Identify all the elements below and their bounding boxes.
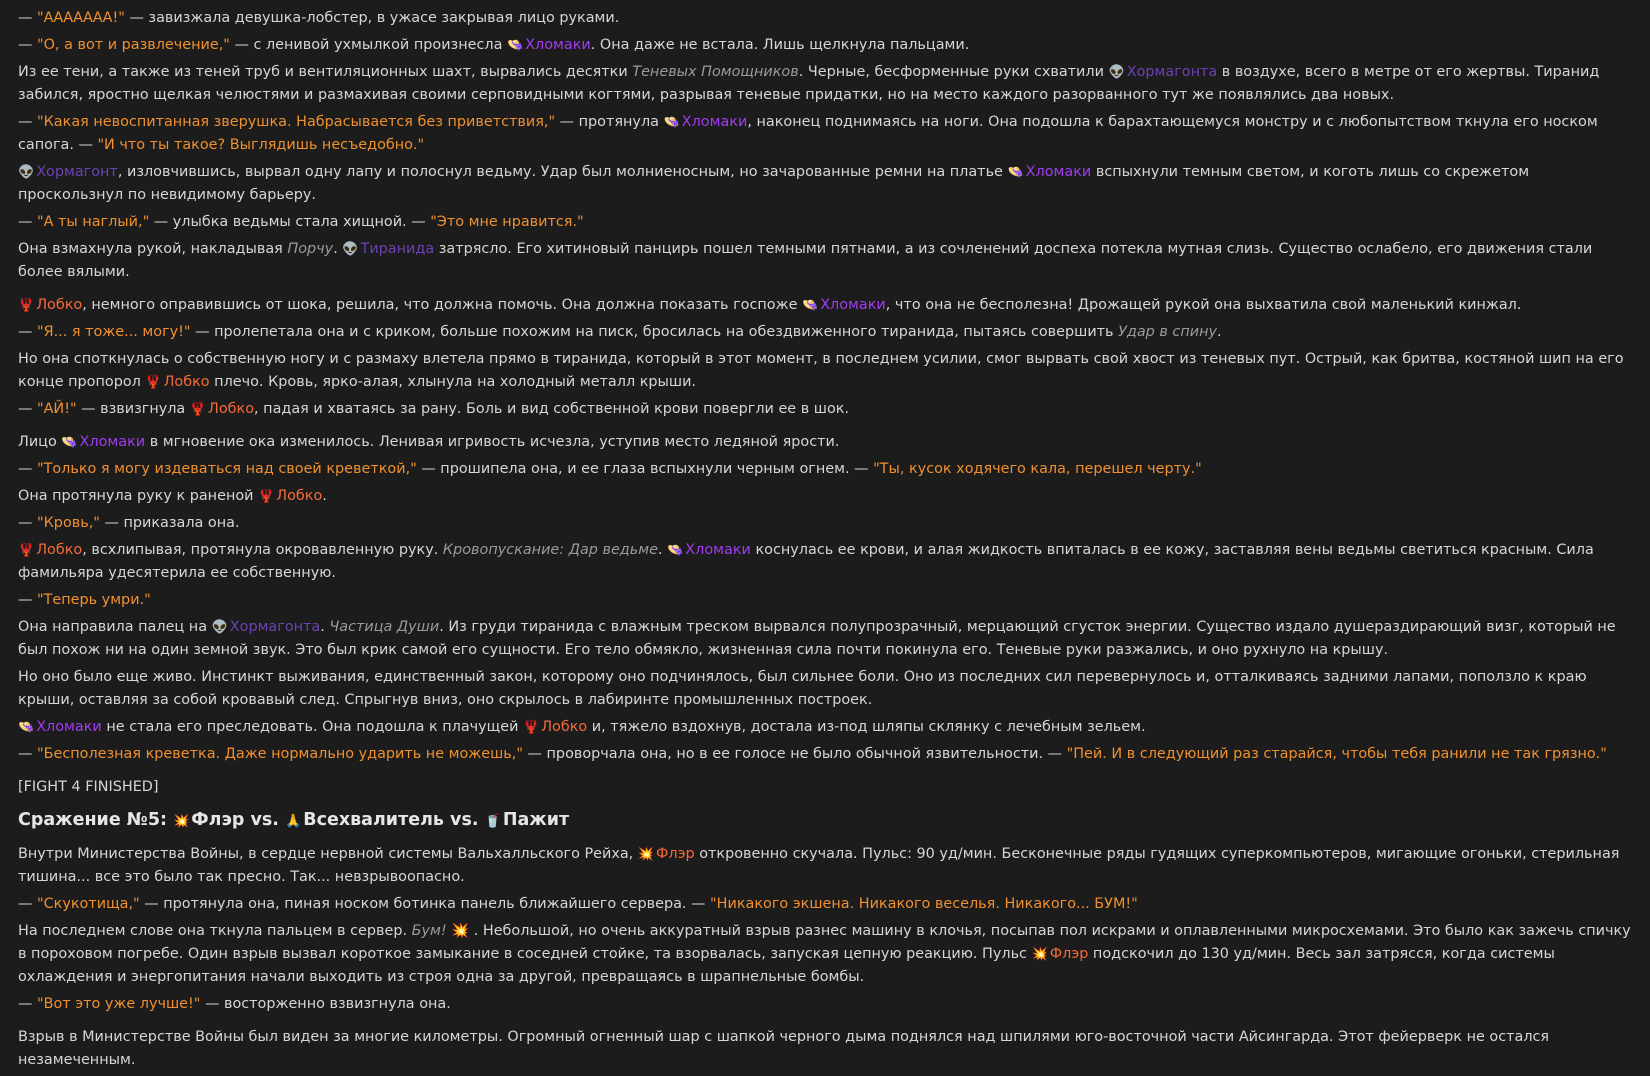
character-name-label: Хормагонт: [36, 164, 118, 180]
character-name: [638, 846, 695, 862]
skill-name: Бум!: [411, 923, 447, 939]
story-paragraph: [18, 539, 1632, 585]
character-name: [61, 434, 145, 450]
narration-text: [FIGHT 4 FINISHED]: [18, 779, 159, 795]
character-name: [523, 719, 587, 735]
character-name-label: Хормагонта: [229, 619, 321, 635]
character-name-label: Хломаки: [1025, 164, 1092, 180]
character-name: [18, 297, 82, 313]
lobster-icon: 🦞: [258, 489, 275, 504]
narration-text: — приказала она.: [99, 515, 240, 531]
narration-text: Взрыв в Министерстве Войны был виден за многие километры. Огромный огненный шар с шапкой черного дыма поднялся над шпилями юго-восточной части Айсингарда. Этот фейерверк не остался незамеченным.: [18, 1029, 1550, 1068]
character-name: [342, 241, 434, 257]
dialogue-quote: "АЙ!": [36, 401, 77, 417]
narration-text: — взвизгнула: [76, 401, 190, 417]
story-paragraph: [18, 993, 1632, 1016]
narration-text: —: [18, 401, 37, 417]
character-name: [212, 619, 321, 635]
fighter-name: Флэр: [191, 810, 245, 830]
character-name-label: Хломаки: [79, 434, 146, 450]
narration-text: —: [18, 592, 37, 608]
alien-icon: 👽: [211, 620, 228, 635]
lobster-icon: 🦞: [145, 375, 162, 390]
narration-text: коснулась ее крови, и алая жидкость впиталась в ее кожу, заставляя вены ведьмы светиться красным. Сила фамильяра удесятерила ее собственную.: [18, 542, 1594, 581]
story-paragraph: [18, 920, 1632, 989]
fight-5-log: [18, 843, 1632, 1072]
narration-text: — протянула: [555, 114, 664, 130]
character-name-label: Хломаки: [681, 114, 748, 130]
alien-icon: 👽: [18, 165, 35, 180]
narration-text: —: [18, 324, 37, 340]
story-paragraph: [18, 512, 1632, 535]
narration-text: , немного оправившись от шока, решила, что должна помочь. Она должна показать госпоже: [82, 297, 802, 313]
narration-text: Лицо: [18, 434, 62, 450]
character-name: [1007, 164, 1091, 180]
story-paragraph: [18, 431, 1632, 454]
fighter-name: Всехвалитель: [303, 810, 444, 830]
explosion-icon: 💥: [637, 847, 655, 862]
narration-text: Из ее тени, а также из теней труб и вентиляционных шахт, вырвались десятки: [18, 64, 633, 80]
dialogue-quote: "Ты, кусок ходячего кала, перешел черту.": [873, 461, 1202, 477]
character-name-label: Флэр: [1049, 946, 1089, 962]
character-name: [190, 401, 254, 417]
dialogue-quote: "Теперь умри.": [36, 592, 151, 608]
explosion-icon: 💥: [173, 814, 190, 829]
narration-text: , изловчившись, вырвал одну лапу и полоснул ведьму. Удар был молниеносным, но зачарованные ремни на платье: [117, 164, 1008, 180]
story-paragraph: [18, 348, 1632, 394]
story-paragraph: [18, 161, 1632, 207]
dialogue-quote: "Пей. И в следующий раз старайся, чтобы тебя ранили не так грязно.": [1066, 746, 1607, 762]
character-name-label: Хломаки: [685, 542, 751, 558]
narration-text: — прошипела она, и ее глаза вспыхнули черным огнем. —: [416, 461, 874, 477]
narration-text: Она направила палец на: [18, 619, 212, 635]
character-name-label: Тиранида: [360, 241, 435, 257]
character-name-label: Лобко: [208, 401, 255, 417]
hat-icon: 👒: [61, 435, 78, 450]
narration-text: —: [18, 746, 37, 762]
narration-text: —: [18, 10, 37, 26]
narration-text: Внутри Министерства Войны, в сердце нервной системы Вальхалльского Рейха,: [18, 846, 638, 862]
narration-text: .: [333, 241, 343, 257]
narration-text: На последнем слове она ткнула пальцем в сервер.: [18, 923, 412, 939]
narration-text: —: [18, 37, 37, 53]
dialogue-quote: "ААААААА!": [36, 10, 125, 26]
dialogue-quote: "Какая невоспитанная зверушка. Набрасывается без приветствия,": [36, 114, 556, 130]
dialogue-quote: "Вот это уже лучше!": [36, 996, 201, 1012]
narration-text: —: [18, 461, 37, 477]
hat-icon: 👒: [802, 298, 819, 313]
story-paragraph: [18, 238, 1632, 284]
story-paragraph: [18, 1026, 1632, 1072]
character-name: [802, 297, 886, 313]
narration-text: , что она не бесполезна! Дрожащей рукой она выхватила свой маленький кинжал.: [885, 297, 1522, 313]
narration-text: —: [18, 996, 37, 1012]
story-paragraph: [18, 321, 1632, 344]
lobster-icon: 🦞: [18, 543, 35, 558]
narration-text: . Черные, бесформенные руки схватили: [798, 64, 1109, 80]
narration-text: — улыбка ведьмы стала хищной. —: [149, 214, 431, 230]
narration-text: .: [320, 619, 330, 635]
dialogue-quote: "О, а вот и развлечение,": [36, 37, 230, 53]
story-paragraph: [18, 485, 1632, 508]
character-name-label: Хломаки: [36, 719, 102, 735]
story-paragraph: [18, 776, 1632, 799]
story-paragraph: [18, 589, 1632, 612]
hat-icon: 👒: [506, 38, 524, 53]
story-paragraph: [18, 893, 1632, 916]
skill-name: Теневых Помощников: [632, 64, 799, 80]
dialogue-quote: "Я... я тоже... могу!": [36, 324, 191, 340]
character-name: [1032, 946, 1089, 962]
skill-name: Порчу: [287, 241, 334, 257]
narration-text: — протянула она, пиная носком ботинка панель ближайшего сервера. —: [139, 896, 711, 912]
narration-text: — завизжала девушка-лобстер, в ужасе закрывая лицо руками.: [124, 10, 620, 26]
battle-heading: [18, 807, 1632, 835]
character-name-label: Хормагонта: [1126, 64, 1218, 80]
dialogue-quote: "Кровь,": [36, 515, 100, 531]
dialogue-quote: "Скукотища,": [36, 896, 140, 912]
character-name-label: Лобко: [163, 374, 210, 390]
narration-text: затрясло. Его хитиновый панцирь пошел темными пятнами, а из сочленений доспеха потекла мутная слизь. Существо ослабело, его движения стали более вялыми.: [18, 241, 1593, 280]
narration-text: . Из груди тиранида с влажным треском вырвался полупрозрачный, мерцающий сгусток энергии. Существо издало душераздирающий визг, который не был похож ни на один земной звук. Это был крик самой его сущности. Его тело обмякло, жизненная сила почти покинула его. Теневые руки разжались, и оно рухнуло на крышу.: [18, 619, 1616, 658]
character-name-label: Лобко: [276, 488, 323, 504]
dialogue-quote: "Бесполезная креветка. Даже нормально ударить не можешь,": [36, 746, 523, 762]
character-name-label: Лобко: [541, 719, 588, 735]
narration-text: и, тяжело вздохнув, достала из-под шляпы склянку с лечебным зельем.: [587, 719, 1146, 735]
skill-name: Удар в спину: [1118, 324, 1218, 340]
alien-icon: 👽: [1108, 65, 1125, 80]
character-name: [1109, 64, 1218, 80]
narration-text: —: [18, 896, 37, 912]
character-name: [667, 542, 751, 558]
narration-text: Она взмахнула рукой, накладывая: [18, 241, 288, 257]
narration-text: .: [1217, 324, 1222, 340]
character-name-label: Лобко: [36, 297, 83, 313]
explosion-icon: 💥: [1031, 947, 1048, 962]
story-paragraph: [18, 743, 1632, 766]
narration-text: Но она споткнулась о собственную ногу и с размаху влетела прямо в тиранида, который в этот момент, в последнем усилии, смог вырвать свой хвост из теневых пут. Острый, как бритва, костяной шип на его конце пропорол: [18, 351, 1624, 390]
explosion-icon: 💥: [446, 923, 474, 939]
narration-text: в воздухе, всего в метре от его жертвы. Тиранид забился, яростно щелкая челюстями и размахивая своими серповидными когтями, разрывая теневые придатки, но на место каждого разорванного тут же появлялись два новых.: [18, 64, 1600, 103]
character-name: [258, 488, 322, 504]
lobster-icon: 🦞: [523, 720, 540, 735]
story-paragraph: [18, 716, 1632, 739]
lobster-icon: 🦞: [18, 298, 35, 313]
narration-text: — пролепетала она и с криком, больше похожим на писк, бросилась на обездвиженного тиранида, пытаясь совершить: [190, 324, 1119, 340]
character-name-label: Хломаки: [820, 297, 886, 313]
skill-name: Частица Души: [329, 619, 440, 635]
fighter-name: Пажит: [502, 810, 570, 830]
hat-icon: 👒: [667, 543, 684, 558]
story-log: [18, 7, 1632, 1076]
character-name: [145, 374, 209, 390]
story-paragraph: [18, 7, 1632, 30]
story-paragraph: [18, 616, 1632, 662]
story-paragraph: [18, 458, 1632, 481]
story-paragraph: [18, 211, 1632, 234]
dialogue-quote: "И что ты такое? Выглядишь несъедобно.": [97, 137, 425, 153]
praying-hands-icon: 🙏: [285, 814, 302, 829]
battle-title-prefix: Сражение №5:: [18, 810, 174, 830]
character-name: [507, 37, 591, 53]
character-name: [18, 542, 82, 558]
story-paragraph: [18, 843, 1632, 889]
dialogue-quote: "А ты наглый,": [36, 214, 150, 230]
narration-text: — проворчала она, но в ее голосе не было обычной язвительности. —: [522, 746, 1067, 762]
narration-text: Но оно было еще живо. Инстинкт выживания, единственный закон, которому оно подчинялось, был сильнее боли. Оно из последних сил перевернулось и, отталкиваясь задними лапами, поползло к краю крыши, оставляя за собой кровавый след. Спрыгнув вниз, оно скрылось в лабиринте промышленных построек.: [18, 669, 1587, 708]
narration-text: — с ленивой ухмылкой произнесла: [229, 37, 507, 53]
narration-text: откровенно скучала. Пульс: 90 уд/мин. Бесконечные ряды гудящих суперкомпьютеров, мигающие огоньки, стерильная тишина... все это было так пресно. Так... невзрывоопасно.: [18, 846, 1620, 885]
narration-text: .: [657, 542, 668, 558]
narration-text: —: [18, 214, 37, 230]
hat-icon: 👒: [1007, 165, 1024, 180]
lobster-icon: 🦞: [189, 402, 207, 417]
narration-text: подскочил до 130 уд/мин. Весь зал затрясся, когда системы охлаждения и энергопитания начали выходить из строя одна за другой, превращаясь в шрапнельные бомбы.: [18, 946, 1555, 985]
character-name-label: Лобко: [36, 542, 83, 558]
dialogue-quote: "Никакого экшена. Никакого веселья. Никакого... БУМ!": [710, 896, 1138, 912]
character-name-label: Хломаки: [525, 37, 591, 53]
narration-text: —: [18, 114, 37, 130]
versus-separator: vs.: [443, 810, 485, 830]
narration-text: —: [18, 515, 37, 531]
cup-icon: 🥤: [484, 814, 501, 829]
narration-text: вспыхнули темным светом, и коготь лишь со скрежетом проскользнул по невидимому барьеру.: [18, 164, 1530, 203]
narration-text: не стала его преследовать. Она подошла к плачущей: [101, 719, 524, 735]
character-name: [664, 114, 748, 130]
narration-text: , всхлипывая, протянула окровавленную руку.: [82, 542, 443, 558]
character-name: [18, 164, 118, 180]
versus-separator: vs.: [244, 810, 286, 830]
story-paragraph: [18, 34, 1632, 57]
skill-name: Кровопускание: Дар ведьме: [442, 542, 658, 558]
dialogue-quote: "Это мне нравится.": [430, 214, 584, 230]
narration-text: , наконец поднимаясь на ноги. Она подошла к барахтающемуся монстру и с любопытством ткнула его носком сапога. —: [18, 114, 1598, 153]
story-paragraph: [18, 398, 1632, 421]
story-paragraph: [18, 61, 1632, 107]
narration-text: плечо. Кровь, ярко-алая, хлынула на холодный металл крыши.: [209, 374, 697, 390]
narration-text: Она протянула руку к раненой: [18, 488, 259, 504]
story-paragraph: [18, 111, 1632, 157]
story-paragraph: [18, 666, 1632, 712]
dialogue-quote: "Только я могу издеваться над своей креветкой,": [36, 461, 417, 477]
narration-text: . Она даже не встала. Лишь щелкнула пальцами.: [590, 37, 970, 53]
hat-icon: 👒: [18, 720, 35, 735]
narration-text: — восторженно взвизгнула она.: [200, 996, 451, 1012]
narration-text: в мгновение ока изменилось. Ленивая игривость исчезла, уступив место ледяной ярости.: [145, 434, 840, 450]
hat-icon: 👒: [663, 115, 680, 130]
narration-text: .: [322, 488, 327, 504]
character-name: [18, 719, 102, 735]
narration-text: , падая и хватаясь за рану. Боль и вид собственной крови повергли ее в шок.: [254, 401, 850, 417]
character-name-label: Флэр: [656, 846, 695, 862]
alien-icon: 👽: [342, 242, 359, 257]
fight-4-log: [18, 7, 1632, 799]
narration-text: . Небольшой, но очень аккуратный взрыв разнес машину в клочья, посыпав пол искрами и оплавленными микросхемами. Это было как зажечь спичку в пороховом погребе. Один взрыв вызвал короткое замыкание в соседней стойке, та взорвалась, запуская цепную реакцию. Пульс: [18, 923, 1631, 962]
story-paragraph: [18, 294, 1632, 317]
